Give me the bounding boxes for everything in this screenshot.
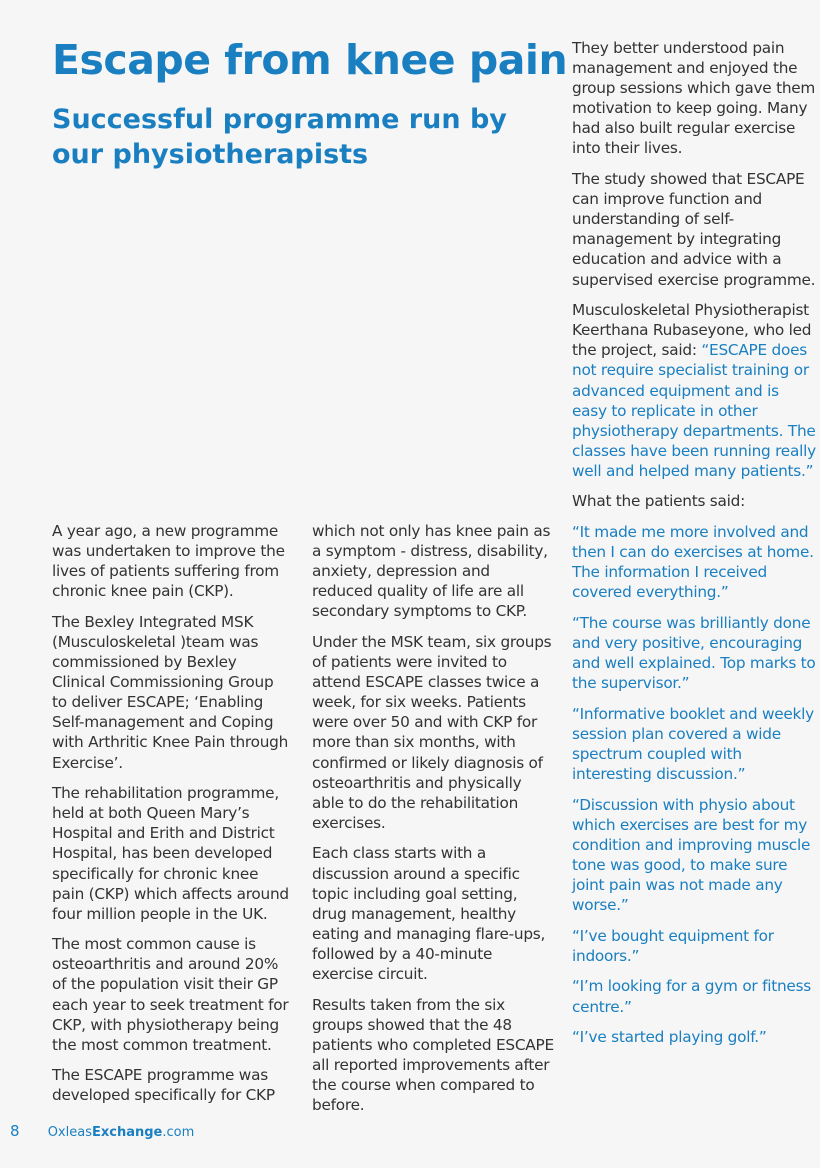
paragraph: The rehabilitation programme, held at both Queen Mary’s Hospital and Erith and District Hospital, has been developed specifically for chronic knee pain (CKP) which affects around four million people in the UK. [52,784,289,923]
body-column-2 [312,521,554,1126]
paragraph: The study showed that ESCAPE can improve function and understanding of self-management by integrating education and advice with a supervised exercise programme. [572,170,816,289]
patients-heading: What the patients said: [572,492,745,511]
page-footer [10,1122,194,1140]
patient-quote: “The course was brilliantly done and very positive, encouraging and well explained. Top marks to the supervisor.” [572,613,816,693]
paragraph-with-quote [572,300,816,481]
paragraph: The Bexley Integrated MSK (Musculoskeletal )team was commissioned by Bexley Clinical Commissioning Group to deliver ESCAPE; ‘Enabling Self-management and Coping with Arthritic Knee Pain through Exercise’. [52,612,289,772]
patient-quote: “It made me more involved and then I can do exercises at home. The information I received covered everything.” [572,523,814,602]
paragraph: The most common cause is osteoarthritis and around 20% of the population visit their GP each year to seek treatment for CKP, with physiotherapy being the most common treatment. [52,935,289,1054]
paragraph: which not only has knee pain as a symptom - distress, disability, anxiety, depression and reduced quality of life are all secondary symptoms to CKP. [312,522,551,621]
paragraph: Results taken from the six groups showed that the 48 patients who completed ESCAPE all reported improvements after the course when compared to before. [312,995,554,1115]
site-url[interactable] [48,1125,195,1140]
paragraph: They better understood pain management and enjoyed the group sessions which gave them motivation to keep going. Many had also built regular exercise into their lives. [572,39,816,158]
patient-quote: “I’ve started playing golf.” [572,1028,767,1047]
site-suffix: .com [162,1125,195,1140]
patient-quote: “I’ve bought equipment for indoors.” [572,926,774,965]
patient-quote: “Discussion with physio about which exercises are best for my condition and improving muscle tone was good, to make sure joint pain was not made any worse.” [572,795,811,915]
paragraph: A year ago, a new programme was undertaken to improve the lives of patients suffering from chronic knee pain (CKP). [52,522,285,601]
site-bold: Exchange [91,1125,163,1140]
paragraph: The ESCAPE programme was developed specifically for CKP [52,1066,275,1105]
quote-attribution: Musculoskeletal Physiotherapist Keerthana Rubaseyone, who led the project, said: [572,301,812,360]
patient-quote: “Informative booklet and weekly session plan covered a wide spectrum coupled with interesting discussion.” [572,704,814,784]
article-subtitle: Successful programme run by our physiotherapists [52,104,507,170]
body-column-3 [572,38,816,1058]
site-prefix: Oxleas [47,1125,92,1140]
page-number: 8 [10,1122,20,1140]
body-column-1 [52,521,292,1116]
physio-quote: “ESCAPE does not require specialist training or advanced equipment and is easy to replicate in other physiotherapy departments. The classes have been running really well and helped many patients.” [572,341,816,480]
article-title: Escape from knee pain [52,36,568,84]
paragraph: Under the MSK team, six groups of patients were invited to attend ESCAPE classes twice a week, for six weeks. Patients were over 50 and with CKP for more than six months, with confirmed or likely diagnosis of osteoarthritis and physically able to do the rehabilitation exercises. [312,632,552,832]
patient-quote: “I’m looking for a gym or fitness centre.” [572,977,812,1016]
paragraph: Each class starts with a discussion around a specific topic including goal setting, drug management, healthy eating and managing flare-ups, followed by a 40-minute exercise circuit. [312,844,546,983]
